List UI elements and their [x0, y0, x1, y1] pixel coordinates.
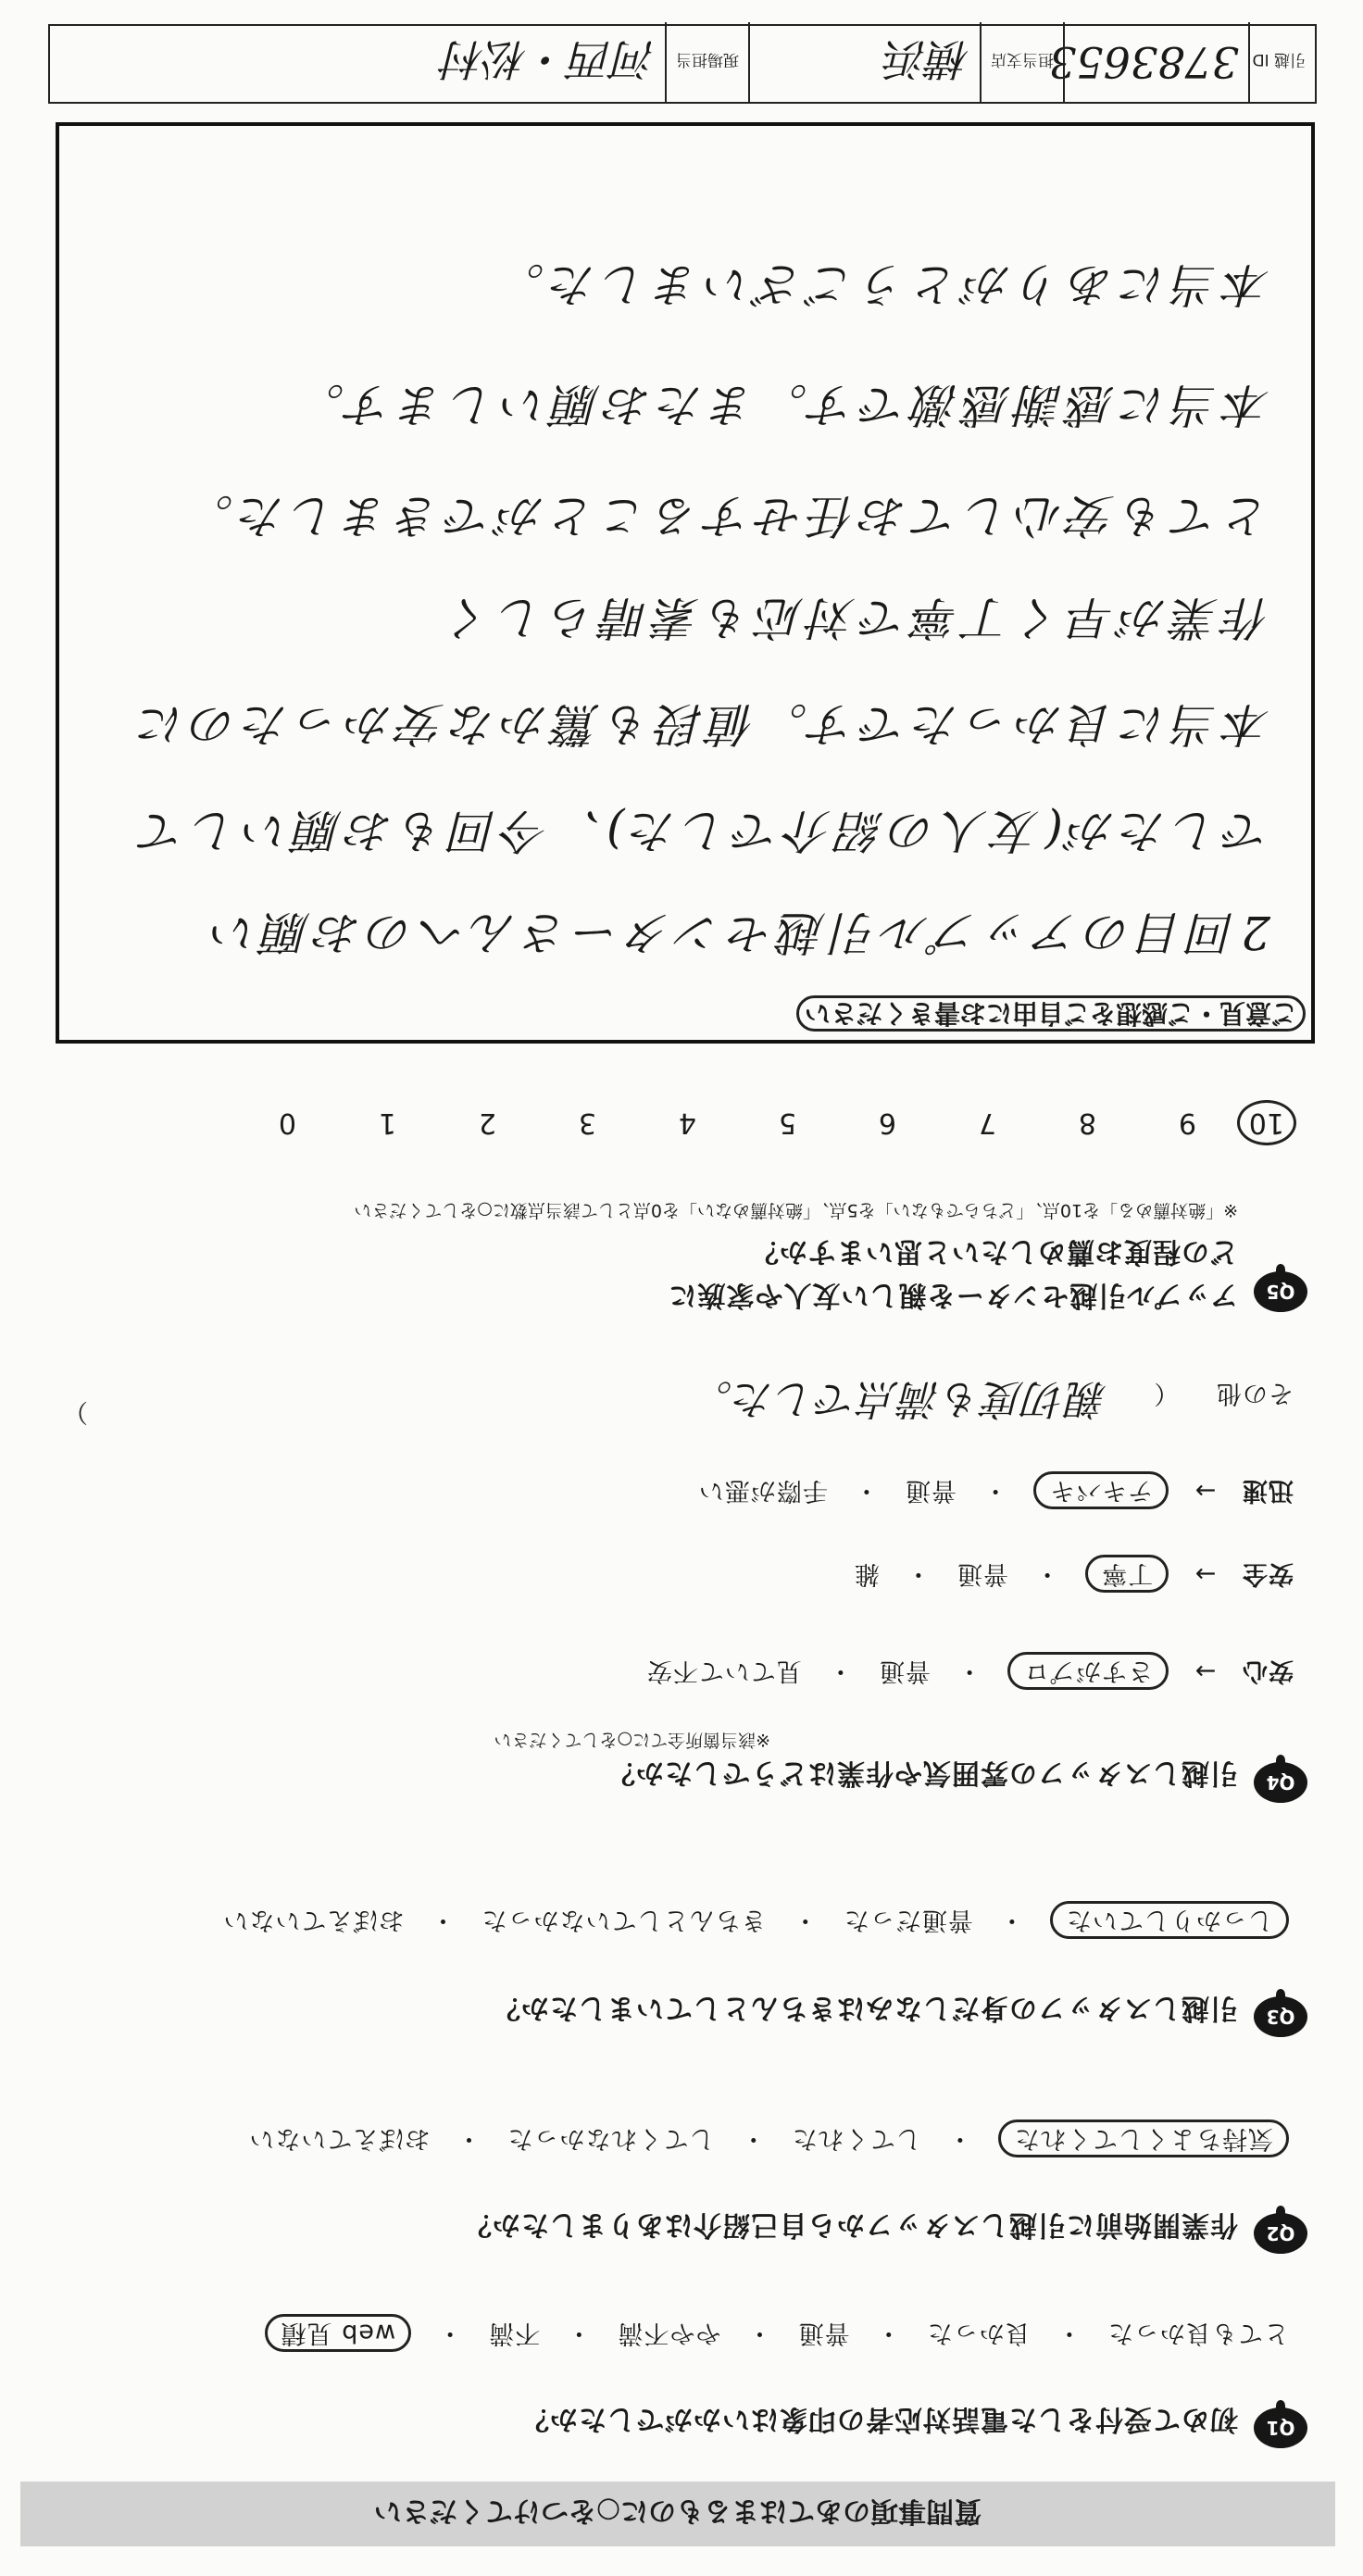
q4-row-anzen: 安全 → 丁寧 ・ 普通 ・ 雑: [854, 1558, 1294, 1594]
q4-jinsoku-option-2: 普通: [905, 1476, 957, 1505]
q5-score-1: 1: [378, 1107, 396, 1139]
id-label: 引越 ID: [1252, 50, 1306, 69]
q2-option-3: してくれなかった: [506, 2124, 715, 2153]
q5-score-7: 7: [978, 1107, 996, 1139]
q4-row-anshin: 安心 → さすがプロ ・ 普通 ・ 見ていて不安: [646, 1656, 1294, 1692]
q4-row-jinsoku: 迅速 → テキパキ ・ 普通 ・ 手際が悪い: [698, 1475, 1294, 1511]
comment-line-6: 本当に感謝感激です。またお願いします。: [293, 378, 1270, 431]
q4-row-anshin-label: 安心: [1242, 1657, 1294, 1685]
q4-badge: Q4: [1254, 1762, 1307, 1803]
q5-scale: [259, 1100, 1296, 1145]
q4-other-open: （: [1153, 1379, 1180, 1407]
q1-option-6: web 見積: [265, 2314, 411, 2352]
branch-label: 担当支店: [991, 50, 1054, 69]
comment-line-7: 本当にありがとうございました。: [493, 257, 1270, 311]
q2-option-4: おぼえていない: [248, 2124, 431, 2153]
arrow-icon: →: [1194, 1476, 1217, 1505]
branch-value: 横浜: [885, 34, 970, 84]
q2-question: 作業開始前に引越しスタッフから自己紹介はありましたか？: [463, 2208, 1238, 2241]
q5-question-line1: アップル引越センターを親しい友人や家族に: [668, 1279, 1238, 1311]
comment-line-5: とても安心してお任せすることができました。: [181, 489, 1270, 543]
comment-line-4: 作業が早く丁寧で対応も素晴らしく: [441, 591, 1270, 644]
q5-score-0: 0: [278, 1107, 296, 1139]
q4-other-text: 親切度も満点でした。: [690, 1375, 1107, 1422]
q5-score-6: 6: [878, 1107, 896, 1139]
q4-jinsoku-option-3: 手際が悪い: [697, 1476, 828, 1505]
q1-option-5: 不満: [488, 2319, 541, 2347]
q3-option-4: おぼえていない: [222, 1906, 405, 1934]
header-branch-value: [750, 22, 982, 102]
header-table: [48, 24, 1317, 104]
q1-options: とても良かった ・ 良かった ・ 普通 ・ やや不満 ・ 不満 ・ web 見積: [265, 2318, 1289, 2354]
q2-badge: Q2: [1254, 2213, 1307, 2254]
q5-score-5: 5: [778, 1107, 796, 1139]
comment-line-2: でしたが(友人の紹介でした)、今回もお願いして: [133, 804, 1270, 857]
q4-row-jinsoku-label: 迅速: [1242, 1476, 1294, 1505]
q1-option-1: とても良かった: [1107, 2319, 1289, 2347]
comments-heading: [796, 996, 1306, 1033]
comment-line-3: 本当に良かったです。値段も驚かな安かったのに: [133, 697, 1270, 751]
q1-option-4: やや不満: [617, 2319, 721, 2347]
header-id-label: [1250, 22, 1315, 102]
q5-badge: Q5: [1254, 1271, 1307, 1312]
q3-options: しっかりしていた ・ 普通だった ・ きちんとしていなかった ・ おぼえていない: [222, 1905, 1289, 1941]
q5-question-line2: どの程度お薦めしたいと思いますか？: [750, 1235, 1238, 1268]
q1-option-3: 普通: [797, 2319, 850, 2347]
q3-option-2: 普通だった: [843, 1906, 973, 1934]
q4-other-close: ）: [62, 1397, 88, 1426]
q5-score-4: 4: [678, 1107, 696, 1139]
q1-question: 初めて受付をした電話対応者の印象はいかがでしたか？: [520, 2403, 1238, 2435]
comments-heading-text: ご意見・ご感想をご自由にお書きください: [796, 995, 1306, 1032]
q3-badge: Q3: [1254, 1996, 1307, 2037]
q4-anshin-option-1: さすがプロ: [1007, 1652, 1169, 1690]
header-staff-label: [667, 22, 750, 102]
q4-other-row: [62, 1373, 1294, 1432]
q5-note: ※「絶対薦める」を10点、「どちらでもない」を5点、「絶対薦めない」を0点として該当点数に○をしてください: [354, 1200, 1238, 1220]
staff-label: 現場担当: [676, 50, 739, 69]
arrow-icon: →: [1194, 1657, 1217, 1685]
staff-value: 河西・松村: [443, 34, 656, 84]
q5-score-8: 8: [1078, 1107, 1096, 1139]
instruction-text: 質問事項のあてはまるものに○をつけてください: [373, 2495, 982, 2527]
header-id-value: [1049, 22, 1250, 102]
q3-option-1: しっかりしていた: [1050, 1901, 1289, 1939]
q4-note: ※該当箇所全てに○をしてください: [494, 1730, 770, 1750]
q5-score-2: 2: [478, 1107, 496, 1139]
q4-anzen-option-2: 普通: [957, 1559, 1008, 1588]
q4-anzen-option-1: 丁寧: [1085, 1555, 1169, 1593]
instruction-band: [20, 2482, 1335, 2546]
q3-question: 引越しスタッフの身だしなみはきちんとしていましたか？: [492, 1992, 1238, 2024]
q5-score-3: 3: [578, 1107, 596, 1139]
q2-option-2: してくれた: [791, 2124, 921, 2153]
q3-option-3: きちんとしていなかった: [481, 1906, 767, 1934]
q2-options: 気持ちよくしてくれた ・ してくれた ・ してくれなかった ・ おぼえていない: [248, 2123, 1289, 2159]
q5-score-9: 9: [1178, 1107, 1196, 1139]
q1-option-2: 良かった: [926, 2319, 1031, 2347]
q4-other-label: その他: [1216, 1379, 1294, 1407]
q4-anshin-option-2: 普通: [879, 1657, 931, 1685]
q4-jinsoku-option-1: テキパキ: [1033, 1471, 1169, 1509]
id-value: 3783653: [1049, 37, 1239, 87]
comment-line-1: 2回目のアップル引越センターさんへのお願い: [206, 906, 1270, 959]
q4-question: 引越しスタッフの雰囲気や作業はどうでしたか？: [606, 1757, 1238, 1789]
q4-row-anzen-label: 安全: [1242, 1559, 1294, 1588]
header-staff-value: [48, 22, 667, 102]
arrow-icon: →: [1194, 1559, 1217, 1588]
q5-score-10: 10: [1196, 1100, 1296, 1145]
header-branch-label: [982, 22, 1065, 102]
q4-anzen-option-3: 雑: [853, 1559, 880, 1588]
q2-option-1: 気持ちよくしてくれた: [998, 2120, 1289, 2157]
q4-anshin-option-3: 見ていて不安: [645, 1657, 802, 1685]
q1-badge: Q1: [1254, 2407, 1307, 2448]
